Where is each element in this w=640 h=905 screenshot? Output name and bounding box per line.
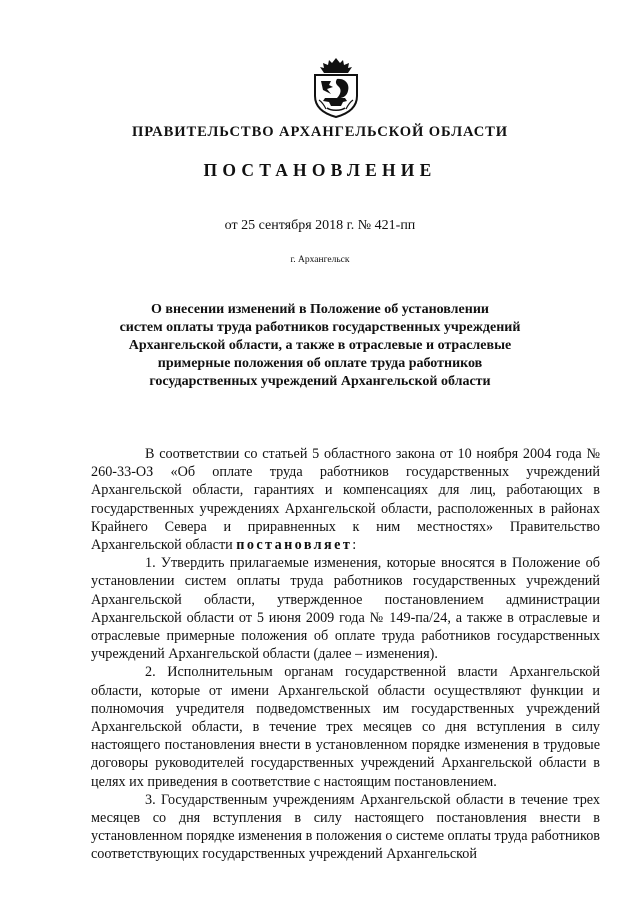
preamble-paragraph: [91, 445, 600, 554]
decree-date-number: от 25 сентября 2018 г. № 421-пп: [224, 218, 416, 233]
decree-title: [0, 301, 640, 391]
title-line: О внесении изменений в Положение об установлении: [151, 302, 489, 317]
decree-body: [91, 445, 600, 864]
coat-of-arms-icon: [307, 54, 365, 118]
resolves-word: постановляет: [236, 537, 353, 554]
item-1-paragraph: 1. Утвердить прилагаемые изменения, которые вносятся в Положение об установлении систем оплаты труда работников государственных учреждений Архангельской области, утвержденное постановлением администрации Архангельской области от 5 июня 2009 года № 149-па/24, а также в отраслевые и отраслевые примерные положения об оплате труда работников государственных учреждений Архангельской области (далее – изменения).: [91, 555, 600, 663]
title-line: систем оплаты труда работников государственных учреждений: [119, 320, 521, 335]
resolves-colon: :: [352, 537, 357, 554]
preamble-text: В соответствии со статьей 5 областного закона от 10 ноября 2004 года № 260-33-ОЗ «Об оплате труда работников государственных учреждений Архангельской области, гарантиях и компенсациях для лиц, работающих в государственных учреждениях Архангельской области, расположенных в районах Крайнего Севера и приравненных к ним местностях» Правительство Архангельской области: [91, 446, 600, 554]
decree-city: г. Архангельск: [290, 255, 350, 265]
title-line: примерные положения об оплате труда работников: [157, 356, 483, 371]
item-2-paragraph: 2. Исполнительным органам государственной власти Архангельской области, которые от имени Архангельской области осуществляют функции и полномочия учредителя подведомственных им государственных учреждений Архангельской области, в течение трех месяцев со дня вступления в силу настоящего постановления внести в установленном порядке изменения в трудовые договоры руководителей государственных учреждений Архангельской области в целях их приведения в соответствие с настоящим постановлением.: [91, 664, 600, 790]
government-name: ПРАВИТЕЛЬСТВО АРХАНГЕЛЬСКОЙ ОБЛАСТИ: [131, 124, 509, 140]
title-line: государственных учреждений Архангельской области: [149, 374, 491, 389]
title-line: Архангельской области, а также в отраслевые и отраслевые: [128, 338, 512, 353]
item-3-paragraph: 3. Государственным учреждениям Архангельской области в течение трех месяцев со дня вступления в силу настоящего постановления внести в установленном порядке изменения в положения о системе оплаты труда работников соответствующих государственных учреждений Архангельской: [91, 791, 600, 863]
decree-type: ПОСТАНОВЛЕНИЕ: [203, 160, 437, 180]
